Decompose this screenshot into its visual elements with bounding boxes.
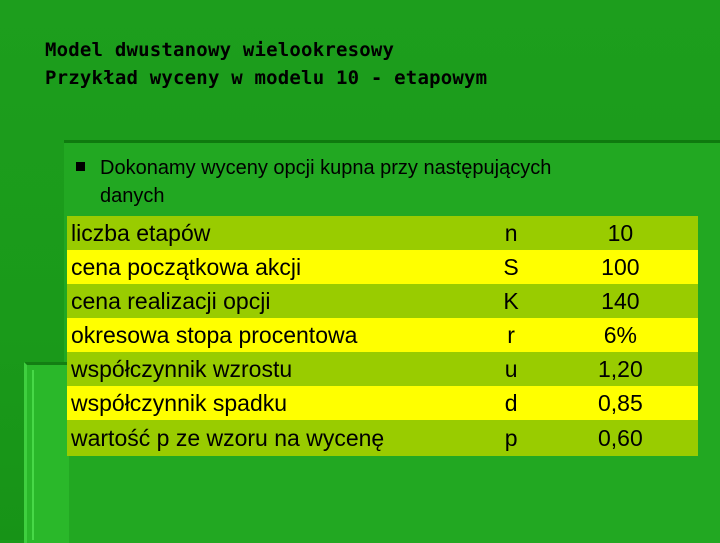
table-row	[67, 284, 698, 318]
table-row	[67, 216, 698, 250]
row-symbol: n	[479, 216, 542, 250]
option-data-table	[67, 216, 698, 456]
row-value: 140	[543, 284, 698, 318]
table-row	[67, 352, 698, 386]
row-value: 6%	[543, 318, 698, 352]
row-value: 0,85	[543, 386, 698, 420]
row-label: wartość p ze wzoru na wycenę	[67, 420, 479, 456]
background-frame-left	[24, 362, 69, 543]
row-symbol: d	[479, 386, 542, 420]
square-bullet-icon	[76, 162, 85, 171]
title-line-2: Przykład wyceny w modelu 10 - etapowym	[45, 67, 488, 89]
row-symbol: K	[479, 284, 542, 318]
row-value: 10	[543, 216, 698, 250]
table-row	[67, 386, 698, 420]
row-value: 100	[543, 250, 698, 284]
table-row	[67, 318, 698, 352]
row-symbol: p	[479, 420, 542, 456]
row-label: współczynnik wzrostu	[67, 352, 479, 386]
title-line-1: Model dwustanowy wielookresowy	[45, 39, 395, 61]
row-symbol: r	[479, 318, 542, 352]
row-symbol: u	[479, 352, 542, 386]
bullet-text	[76, 154, 676, 210]
row-label: cena realizacji opcji	[67, 284, 479, 318]
table-row	[67, 250, 698, 284]
row-label: cena początkowa akcji	[67, 250, 479, 284]
bullet-point	[76, 154, 676, 210]
bullet-text-line-1: Dokonamy wyceny opcji kupna przy następujących	[100, 157, 552, 179]
row-label: współczynnik spadku	[67, 386, 479, 420]
row-value: 0,60	[543, 420, 698, 456]
row-label: liczba etapów	[67, 216, 479, 250]
slide-title	[45, 36, 487, 92]
table-row	[67, 420, 698, 456]
row-symbol: S	[479, 250, 542, 284]
bullet-text-line-2: danych	[100, 185, 165, 207]
row-label: okresowa stopa procentowa	[67, 318, 479, 352]
row-value: 1,20	[543, 352, 698, 386]
background-frame-accent	[32, 370, 34, 540]
